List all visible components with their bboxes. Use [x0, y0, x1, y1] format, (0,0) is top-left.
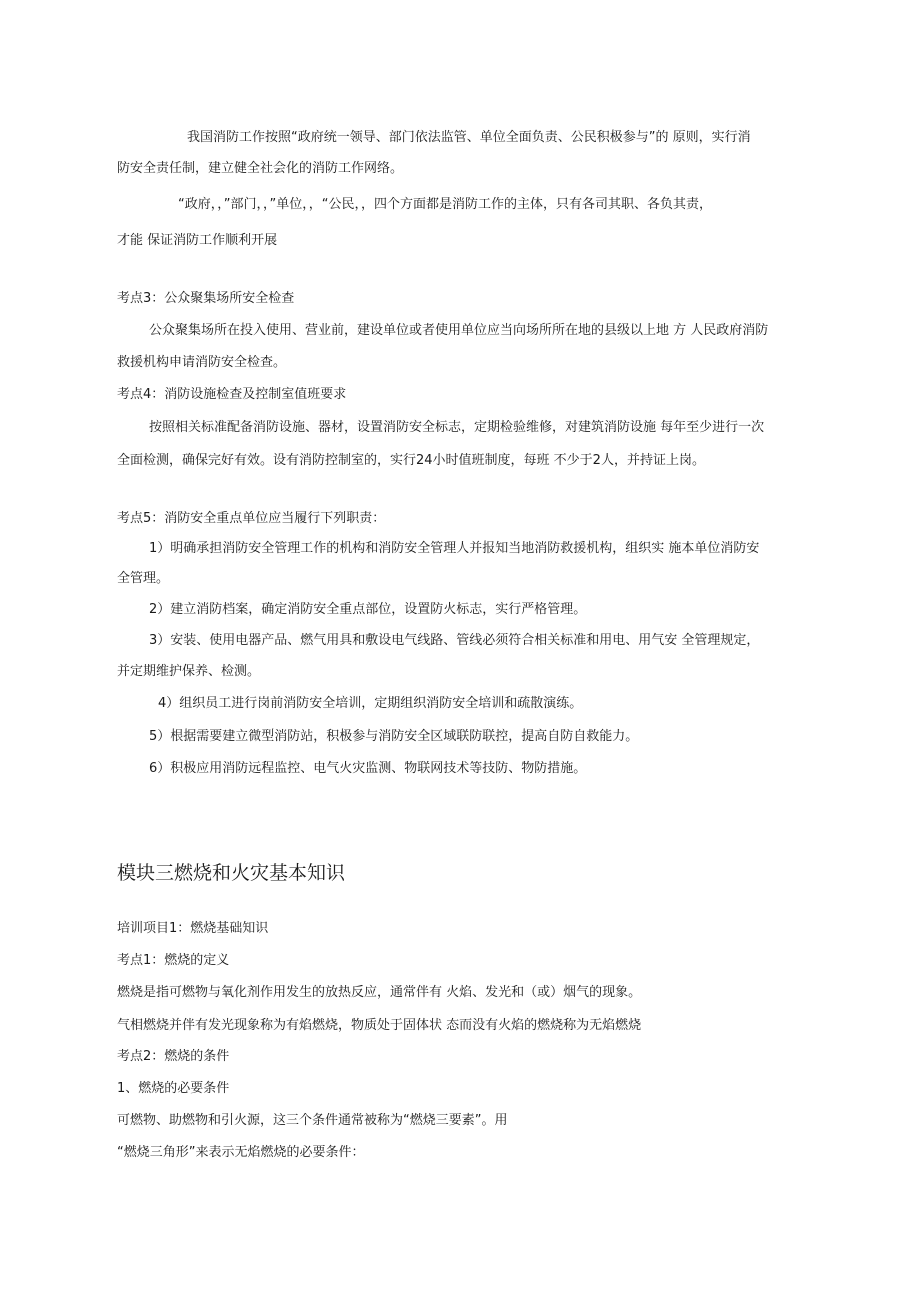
kaodian-3-line-2: 救援机构申请消防安全检查。 [117, 355, 287, 370]
combustion-definition-line-2: 气相燃烧并伴有发光现象称为有焰燃烧，物质处于固体状 态而没有火焰的燃烧称为无焰燃烧 [117, 1018, 642, 1033]
duty-item-3-line-1: 3）安装、使用电器产品、燃气用具和敷设电气线路、管线必须符合相关标准和用电、用气安 全管理规定， [149, 633, 760, 648]
duty-item-4: 4）组织员工进行岗前消防安全培训，定期组织消防安全培训和疏散演练。 [158, 696, 583, 711]
subsection-1-title: 1、燃烧的必要条件 [117, 1081, 230, 1096]
module-3-heading: 模块三燃烧和火灾基本知识 [117, 862, 346, 884]
paragraph-1-line-2: 防安全责任制，建立健全社会化的消防工作网络。 [117, 161, 404, 176]
paragraph-2-line-2: 才能 保证消防工作顺利开展 [117, 233, 278, 248]
kaodian-3-line-1: 公众聚集场所在投入使用、营业前，建设单位或者使用单位应当向场所所在地的县级以上地 方 人民政府消防 [149, 323, 769, 338]
kaodian-4-title: 考点4：消防设施检查及控制室值班要求 [117, 387, 347, 402]
kaodian-3-title: 考点3：公众聚集场所安全检查 [117, 291, 295, 306]
training-item-1: 培训项目1：燃烧基础知识 [117, 921, 269, 936]
conditions-line-1: 可燃物、助燃物和引火源，这三个条件通常被称为“燃烧三要素”。用 [117, 1113, 508, 1128]
duty-item-1-line-2: 全管理。 [117, 571, 170, 586]
duty-item-5: 5）根据需要建立微型消防站，积极参与消防安全区域联防联控，提高自防自救能力。 [149, 729, 639, 744]
duty-item-1-line-1: 1）明确承担消防安全管理工作的机构和消防安全管理人并报知当地消防救援机构，组织实 施本单位消防安 [149, 541, 760, 556]
kaodian-4-line-2: 全面检测，确保完好有效。设有消防控制室的，实行24小时值班制度，每班 不少于2人，并持证上岗。 [117, 453, 705, 468]
paragraph-1-line-1: 我国消防工作按照“政府统一领导、部门依法监管、单位全面负责、公民积极参与”的 原则，实行消 [187, 130, 751, 145]
module-3-kaodian-2-title: 考点2：燃烧的条件 [117, 1049, 230, 1064]
conditions-line-2: “燃烧三角形”来表示无焰燃烧的必要条件： [117, 1145, 365, 1160]
kaodian-5-title: 考点5：消防安全重点单位应当履行下列职责： [117, 511, 386, 526]
duty-item-6: 6）积极应用消防远程监控、电气火灾监测、物联网技术等技防、物防措施。 [149, 761, 587, 776]
duty-item-3-line-2: 并定期维护保养、检测。 [117, 664, 261, 679]
kaodian-4-line-1: 按照相关标准配备消防设施、器材，设置消防安全标志，定期检验维修，对建筑消防设施 每年至少进行一次 [149, 420, 765, 435]
module-3-kaodian-1-title: 考点1：燃烧的定义 [117, 953, 230, 968]
paragraph-2-line-1: “政府，，”部门，，”单位，，“公民，，四个方面都是消防工作的主体，只有各司其职、各负其责， [178, 197, 712, 212]
combustion-definition-line-1: 燃烧是指可燃物与氧化剂作用发生的放热反应，通常伴有 火焰、发光和（或）烟气的现象。 [117, 985, 642, 1000]
duty-item-2: 2）建立消防档案，确定消防安全重点部位，设置防火标志，实行严格管理。 [149, 602, 587, 617]
